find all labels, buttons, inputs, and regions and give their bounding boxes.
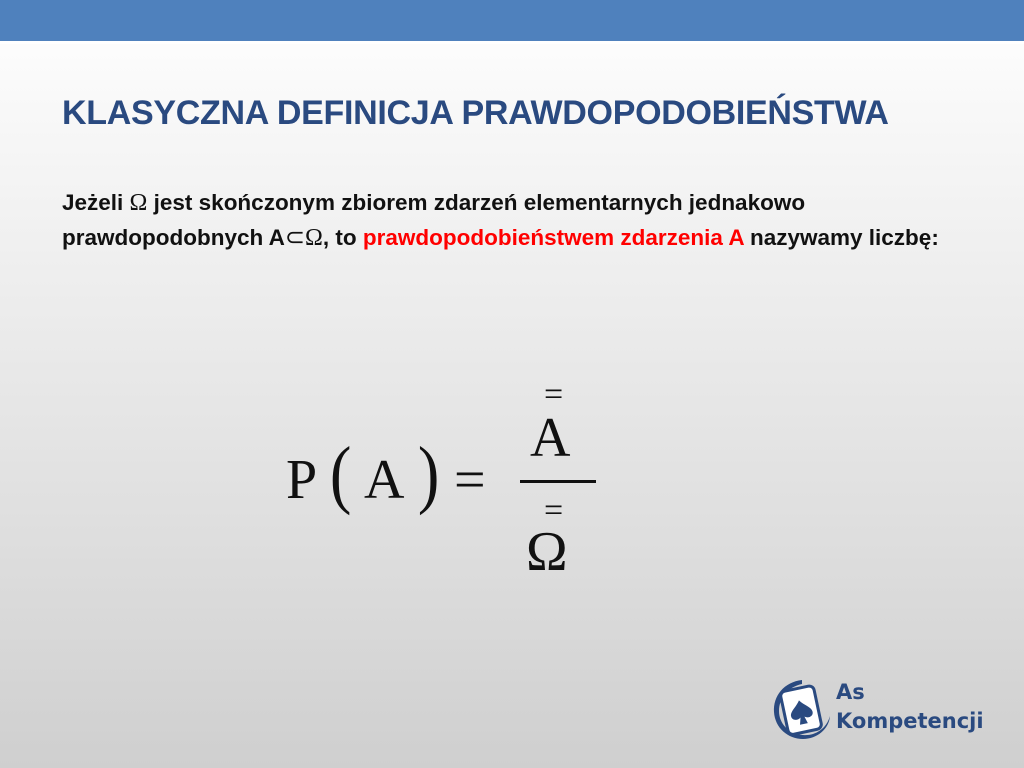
paragraph-text-3: , to <box>322 224 363 250</box>
slide-title: KLASYCZNA DEFINICJA PRAWDOPODOBIEŃSTWA <box>62 94 889 132</box>
formula-a: A <box>364 449 405 511</box>
definition-paragraph <box>62 186 962 255</box>
probability-formula <box>282 376 622 583</box>
logo-text-kompetencji: Kompetencji <box>836 709 984 733</box>
formula-left-paren: ( <box>329 432 352 516</box>
paragraph-text-4: nazywamy liczbę: <box>743 224 939 250</box>
formula-right-paren: ) <box>417 432 440 516</box>
omega-symbol: Ω <box>129 190 148 216</box>
paragraph-text-1: Jeżeli <box>62 190 130 215</box>
highlighted-term: prawdopodobieństwem zdarzenia A <box>362 224 744 250</box>
formula-equals: = <box>454 449 486 511</box>
top-bar <box>0 0 1024 44</box>
formula-numerator: A <box>530 407 571 469</box>
spade-card-icon <box>770 676 834 742</box>
omega-symbol-2: Ω <box>305 224 323 251</box>
logo-text-as: As <box>836 680 865 704</box>
formula-cardinality-mark-top: = <box>544 376 564 413</box>
formula-fraction-line <box>520 480 596 483</box>
formula-denominator: Ω <box>526 521 568 583</box>
formula-cardinality-mark-bottom: = <box>544 492 564 529</box>
as-kompetencji-logo <box>770 676 1000 744</box>
subset-symbol: ⊂ <box>284 224 306 251</box>
formula-p: P <box>286 449 318 511</box>
paragraph-text-2: jest skończonym zbiorem zdarzeń elementarnych jednakowo prawdopodobnych A <box>62 190 806 250</box>
